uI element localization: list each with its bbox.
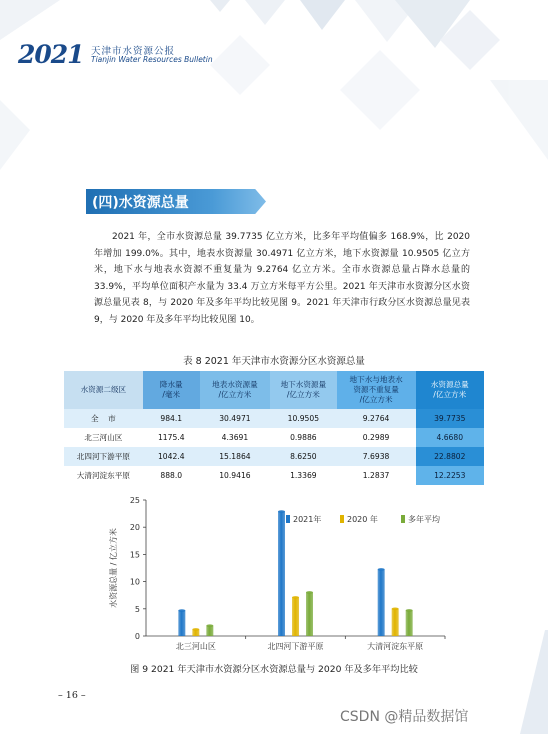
table-cell: 10.9505 bbox=[270, 409, 337, 428]
x-tick-label: 大清河淀东平原 bbox=[367, 642, 424, 651]
table-caption: 表 8 2021 年天津市水资源分区水资源总量 bbox=[183, 356, 365, 367]
bar bbox=[406, 610, 413, 636]
table-cell: 北三河山区 bbox=[64, 428, 143, 447]
table-cell: 984.1 bbox=[143, 409, 200, 428]
legend-label: 2021年 bbox=[293, 515, 322, 524]
watermark: CSDN @精品数据馆 bbox=[340, 709, 469, 725]
bar bbox=[178, 611, 185, 636]
col-header-text: 降水量 /毫米 bbox=[159, 380, 183, 399]
bar bbox=[378, 569, 385, 636]
table-cell: 大清河淀东平原 bbox=[64, 466, 143, 485]
table-cell: 30.4971 bbox=[200, 409, 270, 428]
x-tick-label: 北三河山区 bbox=[175, 642, 216, 651]
bar bbox=[292, 597, 299, 636]
legend-swatch bbox=[340, 515, 344, 523]
bar-cap bbox=[192, 628, 199, 631]
header-subtitle: Tianjin Water Resources Bulletin bbox=[91, 55, 213, 64]
y-tick-label: 5 bbox=[134, 604, 140, 614]
col-header-text: 水资源总量 /亿立方米 bbox=[430, 380, 469, 399]
bar bbox=[278, 512, 285, 636]
table-cell: 1.3369 bbox=[270, 466, 337, 485]
legend-label: 2020 年 bbox=[347, 515, 378, 524]
table-cell: 8.6250 bbox=[270, 447, 337, 466]
col-header-text: 地下水与地表水 资源不重复量 /亿立方米 bbox=[349, 375, 403, 404]
table-cell: 888.0 bbox=[143, 466, 200, 485]
y-tick-label: 25 bbox=[129, 496, 140, 505]
table-cell: 1.2837 bbox=[337, 466, 416, 485]
table-cell: 22.8802 bbox=[416, 447, 484, 466]
table-cell: 1175.4 bbox=[143, 428, 200, 447]
paragraph-text: 2021 年，全市水资源总量 39.7735 亿立方米，比多年平均值偏多 168.9%，比 2020 年增加 199.0%。其中，地表水资源量 30.4971 亿立方米，地下水资源量 10.9505 亿立方米，地下水与地表水资源不重复量为 9.2764 亿立方米。全市水资源总量占降水总量的 33.9%，平均单位面积产水量为 33.4 万立方米每平方公里。2021 年天津市水资源分区水资源总量见表 8，与 2020 年及多年平均比较见图 9。2021 年天津市行政分区水资源总量见表 9，与 2020 年及多年平均比较见图 10。 bbox=[94, 232, 470, 325]
col-header: 水资源二级区 bbox=[64, 371, 143, 409]
y-tick-label: 20 bbox=[129, 523, 140, 533]
table-cell: 12.2253 bbox=[416, 466, 484, 485]
col-header-text: 地下水资源量 /亿立方米 bbox=[280, 380, 327, 399]
table-cell: 4.3691 bbox=[200, 428, 270, 447]
bar-cap bbox=[278, 510, 285, 513]
table-cell: 15.1864 bbox=[200, 447, 270, 466]
legend-swatch bbox=[401, 515, 405, 523]
bar-cap bbox=[206, 624, 213, 627]
table-cell: 39.7735 bbox=[416, 409, 484, 428]
figure-caption: 图 9 2021 年天津市水资源分区水资源总量与 2020 年及多年平均比较 bbox=[130, 664, 418, 675]
x-tick-label: 北四河下游平原 bbox=[267, 642, 324, 651]
table-cell: 全 市 bbox=[64, 409, 143, 428]
legend-label: 多年平均 bbox=[408, 515, 440, 524]
legend-swatch bbox=[286, 515, 290, 523]
bar bbox=[306, 592, 313, 636]
header-title: 天津市水资源公报 bbox=[91, 46, 176, 57]
bar-cap bbox=[292, 596, 299, 599]
table-cell: 10.9416 bbox=[200, 466, 270, 485]
bar bbox=[206, 626, 213, 636]
y-tick-label: 10 bbox=[129, 577, 140, 587]
bar-cap bbox=[178, 609, 185, 612]
bar bbox=[392, 609, 399, 636]
table-cell: 9.2764 bbox=[337, 409, 416, 428]
page-number: – 16 – bbox=[58, 690, 86, 701]
table-cell: 7.6938 bbox=[337, 447, 416, 466]
table-cell: 1042.4 bbox=[143, 447, 200, 466]
bar-cap bbox=[378, 568, 385, 571]
bar-cap bbox=[306, 591, 313, 594]
table-cell: 0.2989 bbox=[337, 428, 416, 447]
bar-cap bbox=[406, 609, 413, 612]
y-tick-label: 15 bbox=[129, 550, 140, 560]
table-cell: 北四河下游平原 bbox=[64, 447, 143, 466]
col-header-text: 地表水资源量 /亿立方米 bbox=[212, 380, 258, 399]
y-tick-label: 0 bbox=[134, 632, 140, 641]
table-cell: 0.9886 bbox=[270, 428, 337, 447]
y-axis-label: 水资源总量 / 亿立方米 bbox=[109, 528, 118, 608]
bar-cap bbox=[392, 608, 399, 611]
table-cell: 4.6680 bbox=[416, 428, 484, 447]
section-title: (四)水资源总量 bbox=[92, 195, 189, 211]
header-year: 2021 bbox=[18, 40, 84, 69]
